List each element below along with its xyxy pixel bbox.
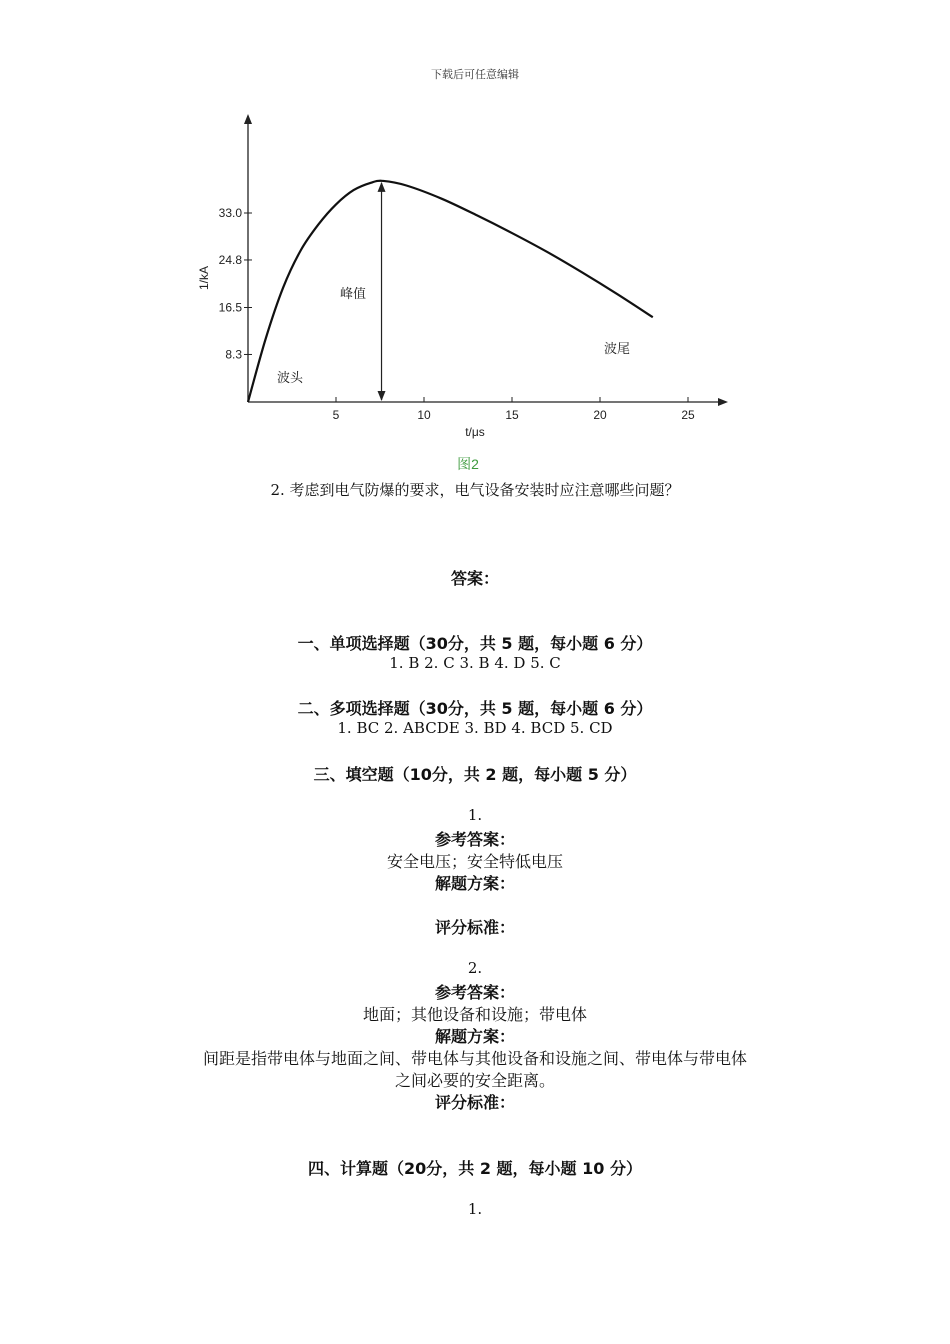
fill-q2-ref-answer: 地面；其他设备和设施；带电体 <box>362 1005 587 1024</box>
calc-q1-number: 1. <box>467 1200 483 1218</box>
y-axis-label: 1/kA <box>197 265 211 291</box>
tail-label: 波尾 <box>604 341 631 356</box>
section-2-title: 二、多项选择题（30分，共 5 题，每小题 6 分） <box>297 699 653 718</box>
x-tick-label: 20 <box>593 408 607 422</box>
x-axis-label: t/μs <box>465 425 485 439</box>
y-tick-label: 24.8 <box>218 252 242 267</box>
x-tick-label: 25 <box>681 408 695 422</box>
peak-arrow-top <box>378 182 386 192</box>
fill-q1-number: 1. <box>467 806 483 824</box>
fill-q2-solution-line-2: 之间必要的安全距离。 <box>394 1071 555 1090</box>
y-ticks <box>219 206 252 361</box>
page-header: 下载后可任意编辑 <box>431 68 519 81</box>
x-tick-label: 10 <box>417 408 431 422</box>
fill-q2-number: 2. <box>467 959 483 977</box>
peak-arrow-bottom <box>378 391 386 401</box>
x-axis-arrow <box>718 398 728 406</box>
fill-q1-solution-label: 解题方案： <box>434 874 515 893</box>
y-tick-label: 33.0 <box>218 206 242 220</box>
y-tick-label: 8.3 <box>225 347 242 362</box>
fill-q1-score-label: 评分标准： <box>434 918 515 937</box>
x-ticks <box>333 397 695 422</box>
fill-q2-ref-label: 参考答案： <box>434 983 515 1002</box>
figure-caption: 图2 <box>457 456 479 472</box>
section-3-title: 三、填空题（10分，共 2 题，每小题 5 分） <box>313 765 637 784</box>
section-2-answers: 1. BC 2. ABCDE 3. BD 4. BCD 5. CD <box>337 719 613 737</box>
fill-q2-solution-label: 解题方案： <box>434 1027 515 1046</box>
fill-q1-ref-answer: 安全电压；安全特低电压 <box>386 852 563 871</box>
lightning-current-waveform-chart <box>190 108 750 478</box>
peak-label: 峰值 <box>340 286 367 301</box>
y-axis-arrow <box>244 114 252 124</box>
question-2: 2. 考虑到电气防爆的要求，电气设备安装时应注意哪些问题？ <box>270 481 680 499</box>
fill-q2-solution-line-1: 间距是指带电体与地面之间、带电体与其他设备和设施之间、带电体与带电体 <box>202 1049 747 1068</box>
section-1-title: 一、单项选择题（30分，共 5 题，每小题 6 分） <box>297 634 653 653</box>
waveform-curve <box>248 181 653 402</box>
section-1-answers: 1. B 2. C 3. B 4. D 5. C <box>389 654 561 672</box>
head-label: 波头 <box>277 370 304 385</box>
section-4-title: 四、计算题（20分，共 2 题，每小题 10 分） <box>308 1159 642 1178</box>
x-tick-label: 5 <box>332 408 340 422</box>
fill-q2-score-label: 评分标准： <box>434 1093 515 1112</box>
fill-q1-ref-label: 参考答案： <box>434 830 515 849</box>
x-tick-label: 15 <box>505 408 519 422</box>
y-tick-label: 16.5 <box>218 300 242 315</box>
answers-title: 答案： <box>450 569 499 588</box>
